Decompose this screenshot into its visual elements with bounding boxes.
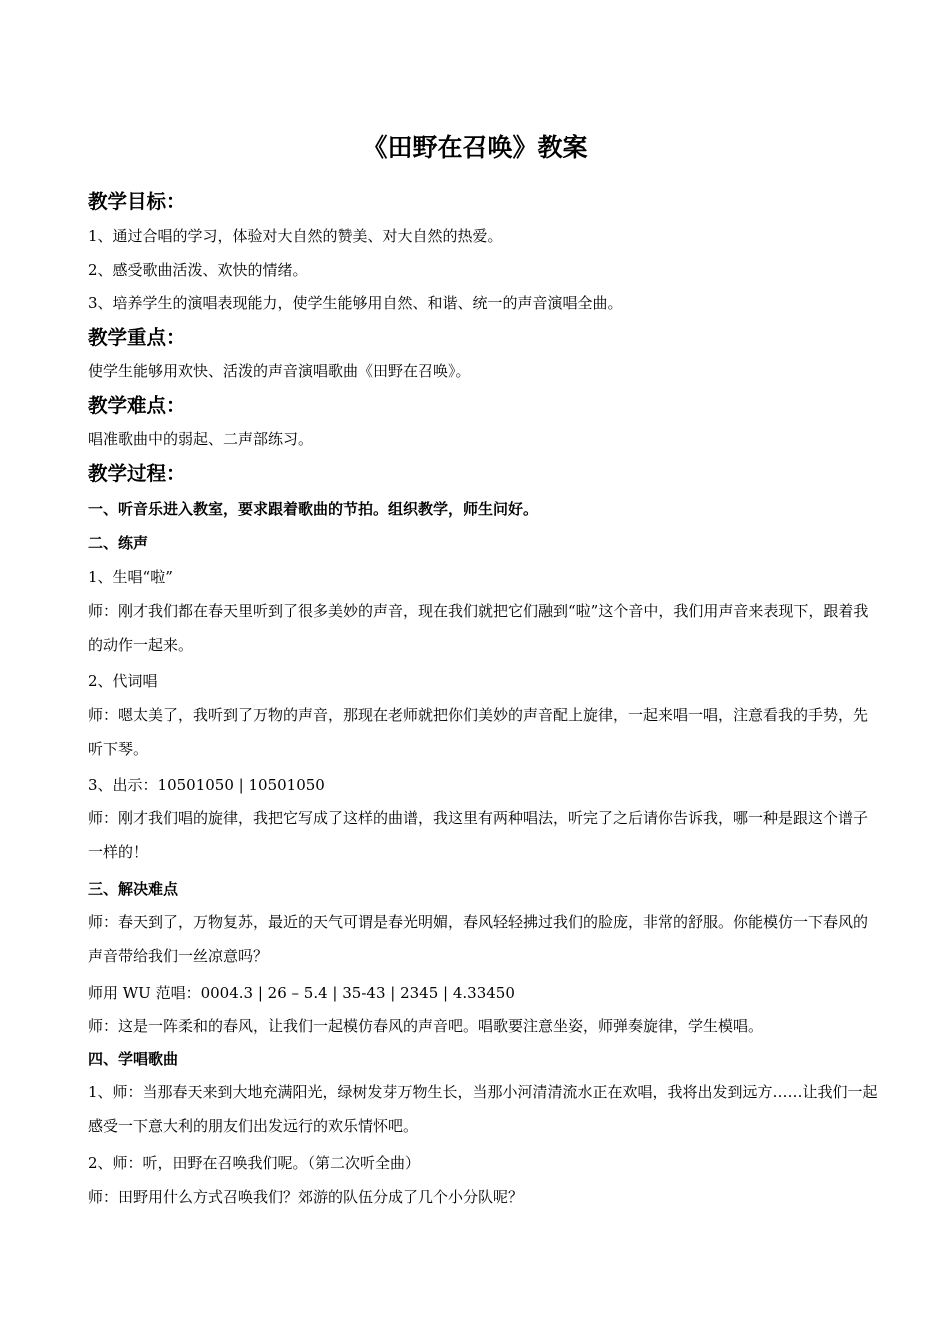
part4-heading: 四、学唱歌曲 — [88, 1050, 179, 1068]
process-heading: 教学过程： — [88, 462, 186, 485]
part3-line-1: 师：春天到了，万物复苏，最近的天气可谓是春光明媚，春风轻轻拂过我们的脸庞，非常的舒服。你能模仿一下春风的声音带给我们一丝凉意吗？ — [88, 913, 869, 965]
part4-line-1: 1、师：当那春天来到大地充满阳光，绿树发芽万物生长，当那小河清清流水正在欢唱，我将出发到远方……让我们一起感受一下意大利的朋友们出发远行的欢乐情怀吧。 — [88, 1083, 878, 1135]
objective-item-1: 1、通过合唱的学习，体验对大自然的赞美、对大自然的热爱。 — [88, 227, 503, 245]
part2-line-3: 2、代词唱 — [88, 672, 158, 690]
part2-line-1: 1、生唱“啦” — [88, 568, 173, 586]
part2-line-4: 师：嗯太美了，我听到了万物的声音，那现在老师就把你们美妙的声音配上旋律，一起来唱一唱，注意看我的手势，先听下琴。 — [88, 706, 869, 758]
part2-line-6: 师：刚才我们唱的旋律，我把它写成了这样的曲谱，我这里有两种唱法，听完了之后请你告诉我，哪一种是跟这个谱子一样的！ — [88, 809, 869, 861]
key-points-heading: 教学重点： — [88, 326, 186, 349]
key-points-text: 使学生能够用欢快、活泼的声音演唱歌曲《田野在召唤》。 — [88, 362, 471, 380]
objective-item-3: 3、培养学生的演唱表现能力，使学生能够用自然、和谐、统一的声音演唱全曲。 — [88, 294, 623, 312]
difficulties-text: 唱准歌曲中的弱起、二声部练习。 — [88, 430, 314, 448]
document-title: 《田野在召唤》教案 — [362, 133, 588, 162]
objectives-heading: 教学目标： — [88, 190, 186, 213]
part4-line-3: 师：田野用什么方式召唤我们？郊游的队伍分成了几个小分队呢？ — [88, 1188, 524, 1206]
part2-heading: 二、练声 — [88, 534, 149, 552]
part3-line-3: 师：这是一阵柔和的春风，让我们一起模仿春风的声音吧。唱歌要注意坐姿，师弹奏旋律，学生模唱。 — [88, 1017, 764, 1035]
part2-line-2: 师：刚才我们都在春天里听到了很多美妙的声音，现在我们就把它们融到“啦”这个音中，我们用声音来表现下，跟着我的动作一起来。 — [88, 602, 869, 654]
part3-line-2: 师用 WU 范唱：0004.3 | 26 – 5.4 | 35-43 | 2345 | 4.33450 — [88, 984, 515, 1002]
process-part1: 一、听音乐进入教室，要求跟着歌曲的节拍。组织教学，师生问好。 — [88, 500, 539, 518]
part4-line-2: 2、师：听，田野在召唤我们呢。（第二次听全曲） — [88, 1154, 421, 1172]
part3-heading: 三、解决难点 — [88, 880, 179, 898]
difficulties-heading: 教学难点： — [88, 394, 186, 417]
objective-item-2: 2、感受歌曲活泼、欢快的情绪。 — [88, 261, 308, 279]
part2-line-5: 3、出示：10501050 | 10501050 — [88, 776, 325, 794]
